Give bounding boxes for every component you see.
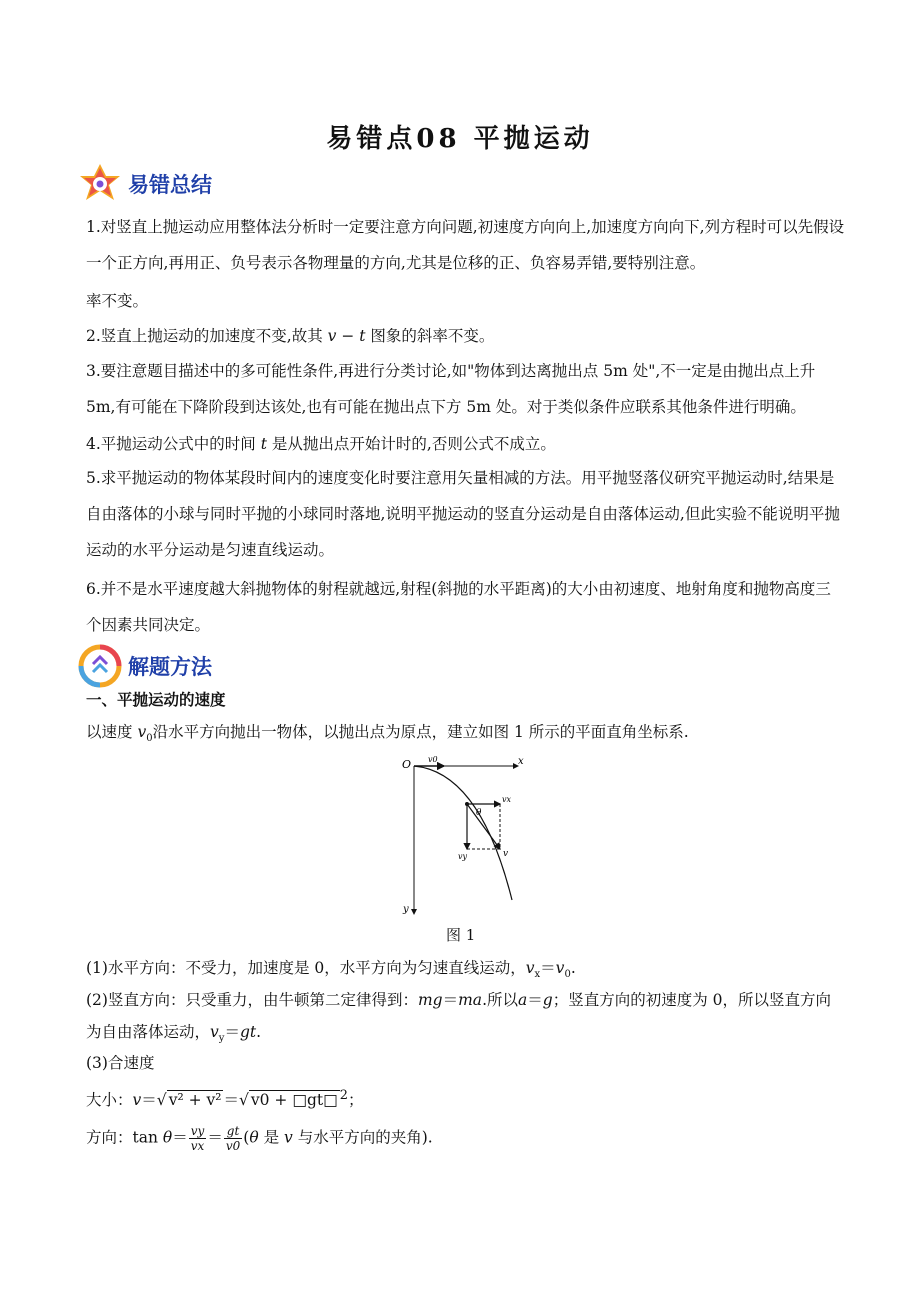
point-4-text-b: 是从抛出点开始计时的,否则公式不成立。 xyxy=(271,435,556,453)
i1-sub-0: 0 xyxy=(564,969,571,981)
size-eq: ＝ xyxy=(141,1091,157,1110)
size-exp: 2 xyxy=(339,1088,349,1103)
figure-caption: 图 1 xyxy=(446,926,476,944)
dir-v: v xyxy=(284,1128,293,1147)
v-label: v xyxy=(503,849,509,859)
page-title: 易错点08 平抛运动 xyxy=(326,124,594,154)
i2b-gt: gt xyxy=(239,1023,257,1041)
section-label-methods: 解题方法 xyxy=(128,655,212,679)
direction-formula xyxy=(86,1124,433,1153)
fraction-gt-v0 xyxy=(224,1124,242,1153)
projectile-diagram xyxy=(400,752,530,918)
intro-text-a: 以速度 xyxy=(86,723,133,741)
section-heading-summary xyxy=(78,162,212,206)
intro-text-b: 沿水平方向抛出一物体，以抛出点为原点，建立如图 1 所示的平面直角坐标系. xyxy=(152,723,689,741)
i1-sub-x: x xyxy=(534,969,541,981)
size-end: ； xyxy=(348,1091,364,1110)
item-vertical-a xyxy=(86,988,831,1012)
i2-eq2: ＝ xyxy=(527,991,543,1009)
point-2 xyxy=(86,324,494,348)
i2-a: a xyxy=(518,991,528,1009)
i2-g: g xyxy=(542,991,553,1009)
intro-var: v xyxy=(137,723,147,741)
intro-line xyxy=(86,720,689,751)
size-sqrt-2: v0 + □gt□ xyxy=(250,1091,338,1110)
point-4-text-a: 4.平抛运动公式中的时间 xyxy=(86,435,256,453)
star-badge-icon xyxy=(78,162,122,206)
method-badge-icon xyxy=(78,644,122,688)
trajectory-curve xyxy=(414,766,512,900)
i2b-v: v xyxy=(210,1023,219,1041)
dir-eq: ＝ xyxy=(172,1128,188,1147)
dir-theta: θ xyxy=(162,1128,173,1147)
subheading-velocity: 一、平抛运动的速度 xyxy=(86,691,226,709)
point-4-variable: t xyxy=(260,435,267,453)
point-1: 1.对竖直上抛运动应用整体法分析时一定要注意方向问题,初速度方向向上,加速度方向向下,列方程时可以先假设一个正方向,再用正、负号表示各物理量的方向,尤其是位移的正、负容易弄错,要特别注意。 xyxy=(86,218,845,272)
point-6: 6.并不是水平速度越大斜抛物体的射程就越远,射程(斜抛的水平距离)的大小由初速度、地射角度和抛物高度三个因素共同决定。 xyxy=(86,580,831,634)
i1-end: . xyxy=(570,959,576,977)
point-fragment: 率不变。 xyxy=(86,292,149,310)
section-label-summary: 易错总结 xyxy=(128,173,212,197)
v-arrow xyxy=(467,804,500,849)
point-4 xyxy=(86,432,556,456)
theta-label: θ xyxy=(476,808,482,818)
frac2-num: gt xyxy=(224,1124,242,1139)
dir-is: 是 xyxy=(258,1128,285,1147)
item-vertical-b xyxy=(86,1020,261,1051)
dir-theta2: θ xyxy=(249,1128,259,1147)
point-5: 5.求平抛运动的物体某段时间内的速度变化时要注意用矢量相减的方法。用平抛竖落仪研究平抛运动时,结果是自由落体的小球与同时平抛的小球同时落地,说明平抛运动的竖直分运动是自由落体运动,但此实验不能说明平抛运动的水平分运动是匀速直线运动。 xyxy=(86,469,840,559)
i1-v: v xyxy=(525,959,535,977)
dir-eq2: ＝ xyxy=(207,1128,223,1147)
point-2-text-a: 2.竖直上抛运动的加速度不变,故其 xyxy=(86,327,323,345)
y-axis-label: y xyxy=(403,904,409,915)
frac2-den: v0 xyxy=(225,1139,241,1153)
item-resultant: (3)合速度 xyxy=(86,1054,155,1072)
i2-rest: ；竖直方向的初速度为 0，所以竖直方向 xyxy=(552,991,831,1009)
i2-ma: ma xyxy=(458,991,483,1009)
i1-eq: ＝ xyxy=(540,959,556,977)
size-label: 大小： xyxy=(86,1091,133,1110)
i2-mg: mg xyxy=(417,991,443,1009)
item-horizontal xyxy=(86,956,576,987)
vx-label: vx xyxy=(502,795,512,804)
i2b-end: . xyxy=(256,1023,262,1041)
point-3: 3.要注意题目描述中的多可能性条件,再进行分类讨论,如"物体到达离抛出点 5m 处",不一定是由抛出点上升 5m,有可能在下降阶段到达该处,也有可能在抛出点下方 5m 处。对于类似条件应联系其他条件进行明确。 xyxy=(86,362,816,416)
i2-so: .所以 xyxy=(482,991,518,1009)
i2-eq: ＝ xyxy=(442,991,459,1009)
origin-label: O xyxy=(402,758,412,771)
size-eq2: ＝ xyxy=(223,1091,239,1110)
size-v: v xyxy=(132,1091,142,1110)
point-2-text-b: 图象的斜率不变。 xyxy=(370,327,495,345)
v0-label: v0 xyxy=(428,755,438,764)
frac1-num: vy xyxy=(190,1124,205,1138)
position-dot xyxy=(465,802,469,806)
magnitude-formula: 大小：v＝√ v² + v² ＝√ v0 + □gt□ $^2$； xyxy=(86,1088,364,1110)
dir-end: 与水平方向的夹角). xyxy=(292,1128,433,1147)
fraction-vy-vx xyxy=(189,1124,207,1153)
dir-label: 方向：tan xyxy=(86,1128,163,1147)
x-axis-label: x xyxy=(518,756,524,767)
i1-text: (1)水平方向：不受力，加速度是 0，水平方向为匀速直线运动， xyxy=(86,959,526,977)
size-sqrt-1: v² + v² xyxy=(168,1091,222,1110)
frac1-den: vx xyxy=(190,1139,205,1153)
i2b-eq: ＝ xyxy=(224,1023,240,1041)
intro-sub: 0 xyxy=(146,733,153,745)
section-heading-methods xyxy=(78,644,212,688)
vy-label: vy xyxy=(458,852,468,861)
dir-paren: ( xyxy=(243,1128,250,1147)
i2b-sub: y xyxy=(218,1033,225,1045)
i2b-text: 为自由落体运动， xyxy=(86,1023,211,1041)
point-2-formula: v − t xyxy=(327,327,366,345)
i2-text: (2)竖直方向：只受重力，由牛顿第二定律得到： xyxy=(86,991,418,1009)
i1-v2: v xyxy=(555,959,565,977)
